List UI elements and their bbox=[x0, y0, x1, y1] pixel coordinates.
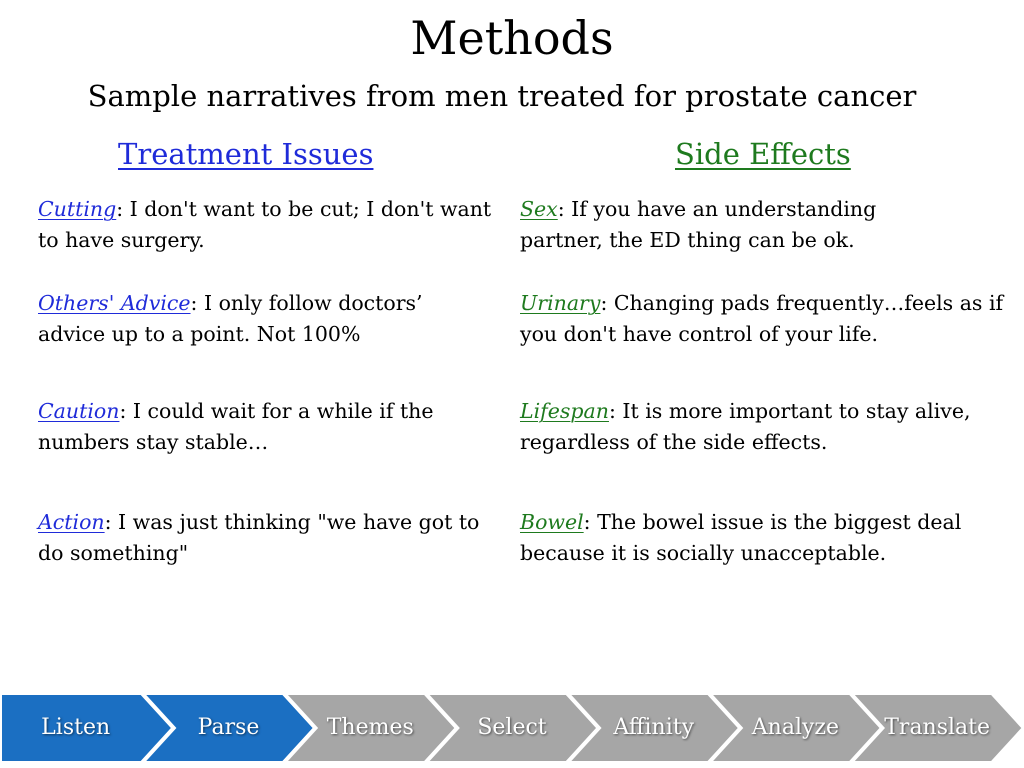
step-label-parse: Parse bbox=[197, 715, 260, 740]
keyword-others-advice: Others' Advice bbox=[38, 291, 191, 315]
step-label-analyze: Analyze bbox=[751, 715, 840, 740]
narrative-cutting bbox=[38, 194, 498, 256]
narrative-text: : I was just thinking "we have got to do something" bbox=[38, 510, 480, 565]
narrative-bowel bbox=[520, 507, 1020, 569]
step-label-affinity: Affinity bbox=[613, 715, 695, 740]
keyword-sex: Sex bbox=[520, 197, 558, 221]
keyword-lifespan: Lifespan bbox=[520, 399, 609, 423]
process-steps-bar bbox=[0, 693, 1024, 763]
narrative-text: : It is more important to stay alive, regardless of the side effects. bbox=[520, 399, 971, 454]
slide-title: Methods bbox=[410, 11, 614, 65]
narrative-text: : Changing pads frequently…feels as if you don't have control of your life. bbox=[520, 291, 1004, 346]
narrative-text: : The bowel issue is the biggest deal because it is socially unacceptable. bbox=[520, 510, 962, 565]
narrative-lifespan bbox=[520, 396, 980, 458]
keyword-urinary: Urinary bbox=[520, 291, 601, 315]
narrative-caution bbox=[38, 396, 498, 458]
narrative-text: : If you have an understanding partner, the ED thing can be ok. bbox=[520, 197, 877, 252]
step-label-select: Select bbox=[477, 715, 547, 740]
step-label-themes: Themes bbox=[326, 715, 414, 740]
treatment-issues-heading: Treatment Issues bbox=[118, 137, 374, 171]
side-effects-heading: Side Effects bbox=[675, 137, 851, 171]
narrative-sex bbox=[520, 194, 940, 256]
step-label-translate: Translate bbox=[884, 715, 991, 740]
keyword-action: Action bbox=[38, 510, 105, 534]
narrative-text: : I don't want to be cut; I don't want to have surgery. bbox=[38, 197, 492, 252]
narrative-others-advice bbox=[38, 288, 488, 350]
keyword-bowel: Bowel bbox=[520, 510, 584, 534]
narrative-urinary bbox=[520, 288, 1022, 350]
slide-subtitle: Sample narratives from men treated for prostate cancer bbox=[87, 79, 917, 113]
step-label-listen: Listen bbox=[41, 715, 111, 740]
keyword-cutting: Cutting bbox=[38, 197, 117, 221]
narrative-text: : I only follow doctors’ advice up to a point. Not 100% bbox=[38, 291, 423, 346]
narrative-text: : I could wait for a while if the numbers stay stable… bbox=[38, 399, 434, 454]
narrative-action bbox=[38, 507, 483, 569]
keyword-caution: Caution bbox=[38, 399, 120, 423]
